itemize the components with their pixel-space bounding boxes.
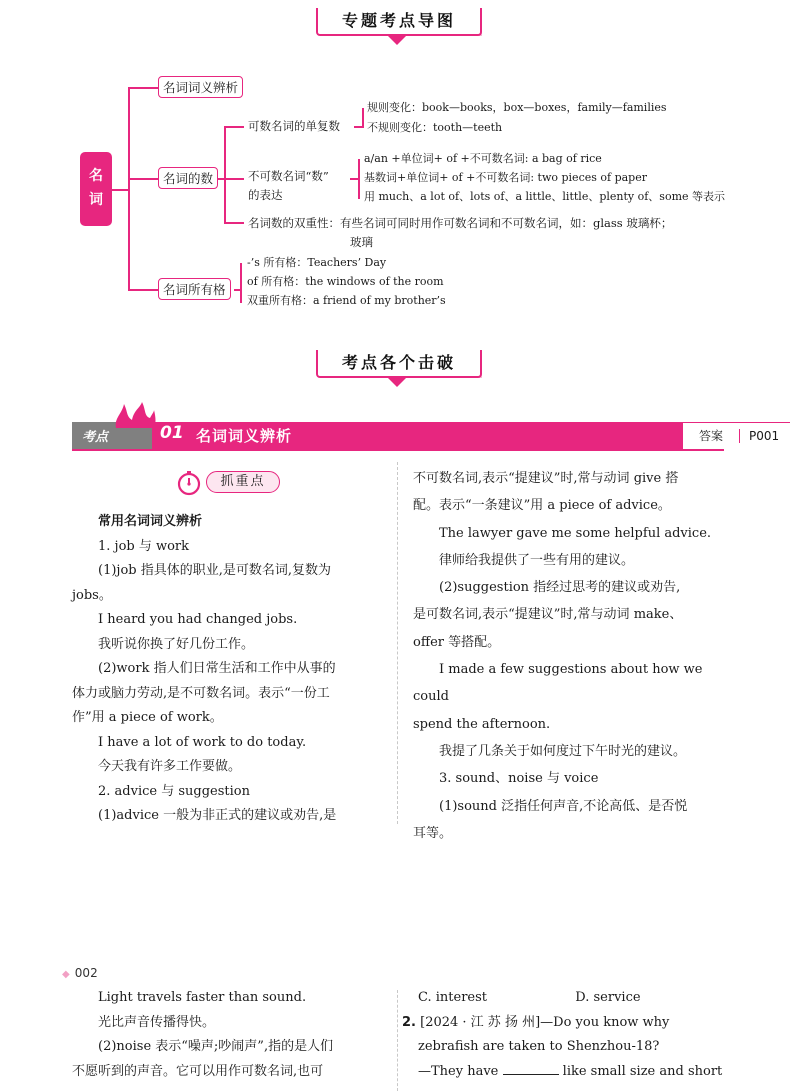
example-chinese: 律师给我提供了一些有用的建议。: [439, 552, 635, 568]
connector: [224, 178, 244, 180]
subheading-advice-suggestion: 2. advice 与 suggestion: [98, 783, 250, 799]
uncountable-label-1: 不可数名词“数”: [248, 169, 329, 183]
example-english: I heard you had changed jobs.: [98, 612, 298, 627]
connector: [128, 289, 158, 291]
section-banner: [316, 350, 482, 378]
section-heading: 常用名词词义辨析: [98, 514, 203, 529]
branch-word-meaning: [158, 76, 243, 98]
paragraph-line: jobs。: [72, 587, 112, 603]
example-chinese: 光比声音传播得快。: [98, 1014, 216, 1030]
countable-irregular: 不规则变化：tooth—teeth: [367, 121, 503, 134]
banner-notch-icon: [388, 378, 406, 387]
connector: [350, 178, 358, 180]
question-source: [2024 · 江 苏 扬 州]: [420, 1014, 541, 1030]
answer-divider: [739, 429, 740, 443]
branch-label: 名词词义辨析: [163, 80, 239, 95]
dual-nature-line-1: 名词数的双重性：有些名词可同时用作可数名词和不可数名词，如：glass 玻璃杯；: [248, 216, 673, 230]
option-d: D. service: [575, 990, 641, 1005]
topic-title: 名词词义辨析: [196, 427, 293, 445]
left-column: [72, 510, 388, 829]
example-english: spend the afternoon.: [413, 716, 551, 732]
question-text: like small size and short: [562, 1063, 723, 1079]
page-number-block: [62, 962, 98, 981]
connector: [128, 178, 158, 180]
uncountable-item-3: 用 much、a lot of、lots of、a little、little、plenty of、some 等表示: [364, 190, 726, 203]
header-banner-title: 专题考点导图: [341, 11, 456, 30]
root-char-1: 名: [89, 168, 103, 184]
question-text: —They have: [418, 1063, 499, 1079]
options-row: [402, 986, 728, 1011]
connector: [354, 126, 362, 128]
connector: [224, 222, 244, 224]
focus-badge-label: 抓重点: [206, 471, 280, 493]
subheading-sound-noise-voice: 3. sound、noise 与 voice: [439, 771, 599, 787]
page-number: 002: [74, 966, 98, 980]
example-chinese: 今天我有许多工作要做。: [98, 759, 242, 774]
uncountable-label-2: 的表达: [248, 188, 283, 202]
possessive-item-3: 双重所有格：a friend of my brother’s: [247, 294, 446, 307]
section-banner-title: 考点各个击破: [341, 353, 456, 372]
example-english: I have a lot of work to do today.: [98, 734, 307, 750]
column-divider: [397, 462, 398, 824]
example-english: The lawyer gave me some helpful advice.: [439, 525, 712, 541]
column-divider: [397, 990, 398, 1091]
example-english: I made a few suggestions about how we could: [413, 662, 703, 705]
answer-box[interactable]: [682, 422, 790, 449]
right-column: [413, 465, 729, 847]
stopwatch-icon: [176, 470, 202, 496]
connector: [240, 263, 242, 303]
connector: [362, 108, 364, 128]
example-chinese: 我听说你换了好几份工作。: [98, 636, 255, 652]
connector: [128, 87, 158, 89]
connector: [128, 87, 130, 289]
possessive-item-2: of 所有格：the windows of the room: [247, 275, 444, 288]
option-c: C. interest: [418, 990, 487, 1005]
paragraph-line: 作”用 a piece of work。: [72, 710, 223, 725]
dual-nature-line-2: 玻璃: [350, 235, 373, 249]
topic-title-block: [152, 422, 682, 449]
subheading-job-work: 1. job 与 work: [98, 538, 190, 554]
header-banner: [316, 8, 482, 36]
branch-label: 名词的数: [163, 171, 214, 186]
example-english: Light travels faster than sound.: [98, 990, 307, 1005]
question-number: 2.: [402, 1014, 416, 1030]
branch-possessive: [158, 278, 231, 300]
paragraph-line: (2)suggestion 指经过思考的建议或劝告,: [439, 580, 681, 596]
diamond-icon: ◆: [62, 969, 70, 980]
question-text: —Do you know why: [540, 1014, 670, 1030]
connector: [112, 189, 128, 191]
topic-tag: 考点: [82, 430, 109, 445]
paragraph-line: 耳等。: [413, 825, 453, 841]
paragraph-line: (1)advice 一般为非正式的建议或劝告,是: [98, 808, 337, 823]
bottom-left-column: [72, 986, 388, 1084]
question-2-line-3: [402, 1060, 728, 1085]
branch-noun-number: [158, 167, 218, 189]
paragraph-line: 是可数名词,表示“提建议”时,常与动词 make、: [413, 607, 683, 623]
paragraph-line: (1)sound 泛指任何声音,不论高低、是否悦: [439, 798, 688, 814]
paragraph-line: 不可数名词,表示“提建议”时,常与动词 give 搭: [413, 471, 679, 486]
answer-page[interactable]: P001: [749, 429, 780, 443]
paragraph-line: 体力或脑力劳动,是不可数名词。表示“一份工: [72, 685, 330, 701]
focus-badge: [176, 470, 282, 496]
countable-regular: 规则变化：book—books，box—boxes，family—families: [367, 101, 667, 114]
uncountable-item-2: 基数词+单位词+ of +不可数名词: two pieces of paper: [364, 171, 647, 184]
answer-blank[interactable]: [503, 1061, 559, 1075]
connector: [224, 126, 244, 128]
paragraph-line: 不愿听到的声音。它可以用作可数名词,也可: [72, 1063, 324, 1079]
topic-bar: [72, 422, 780, 451]
uncountable-item-1: a/an +单位词+ of +不可数名词: a bag of rice: [364, 152, 602, 165]
question-2-line-1: [402, 1011, 728, 1036]
countable-label: 可数名词的单复数: [248, 119, 340, 133]
possessive-item-1: -’s 所有格：Teachers’ Day: [247, 256, 387, 269]
example-chinese: 我提了几条关于如何度过下午时光的建议。: [439, 743, 687, 759]
mindmap-root: [80, 152, 112, 226]
paragraph-line: (1)job 指具体的职业,是可数名词,复数为: [98, 563, 331, 578]
paragraph-line: (2)noise 表示“噪声;吵闹声”,指的是人们: [98, 1039, 334, 1054]
branch-label: 名词所有格: [163, 282, 226, 297]
paragraph-line: (2)work 指人们日常生活和工作中从事的: [98, 661, 336, 676]
question-2-line-2: zebrafish are taken to Shenzhou-18?: [418, 1039, 660, 1054]
answer-label: 答案: [699, 429, 724, 443]
connector: [358, 159, 360, 199]
root-char-2: 词: [89, 192, 103, 208]
bottom-right-column: [402, 986, 728, 1084]
paragraph-line: offer 等搭配。: [413, 634, 501, 650]
topic-number: 01: [160, 423, 184, 443]
connector: [224, 126, 226, 222]
banner-notch-icon: [388, 36, 406, 45]
flame-icon: [112, 402, 156, 428]
paragraph-line: 配。表示“一条建议”用 a piece of advice。: [413, 498, 671, 514]
